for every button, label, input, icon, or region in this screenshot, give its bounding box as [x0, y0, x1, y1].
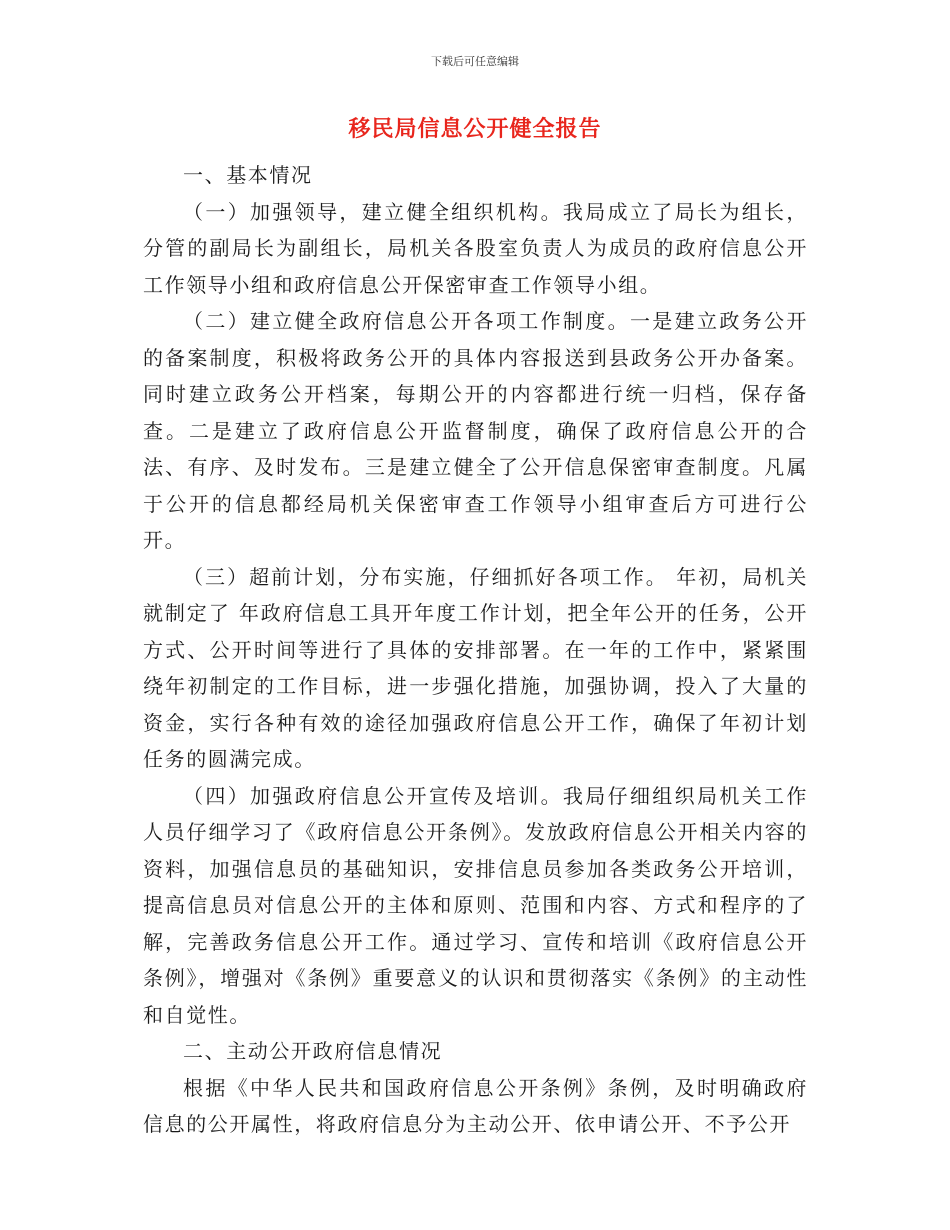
header-note: 下载后可任意编辑 [431, 55, 519, 68]
paragraph-systems: （二）建立健全政府信息公开各项工作制度。一是建立政务公开的备案制度，积极将政务公开的具体内容报送到县政务公开办备案。同时建立政务公开档案，每期公开的内容都进行统一归档，保存备查。二是建立了政府信息公开监督制度，确保了政府信息公开的合法、有序、及时发布。三是建立健全了公开信息保密审查制度。凡属于公开的信息都经局机关保密审查工作领导小组审查后方可进行公开。 [143, 309, 808, 552]
paragraph-training: （四）加强政府信息公开宣传及培训。我局仔细组织局机关工作人员仔细学习了《政府信息公开条例》。发放政府信息公开相关内容的资料，加强信息员的基础知识，安排信息员参加各类政务公开培训，提高信息员对信息公开的主体和原则、范围和内容、方式和程序的了解，完善政务信息公开工作。通过学习、宣传和培训《政府信息公开条例》，增强对《条例》重要意义的认识和贯彻落实《条例》的主动性和自觉性。 [143, 783, 808, 1027]
document-body [143, 157, 808, 1143]
paragraph-leadership: （一）加强领导，建立健全组织机构。我局成立了局长为组长，分管的副局长为副组长，局机关各股室负责人为成员的政府信息公开工作领导小组和政府信息公开保密审查工作领导小组。 [143, 199, 808, 297]
paragraph-regulation: 根据《中华人民共和国政府信息公开条例》条例，及时明确政府信息的公开属性，将政府信息分为主动公开、依申请公开、不予公开 [143, 1075, 808, 1136]
section-heading-basic-situation: 一、基本情况 [183, 163, 313, 187]
paragraph-planning: （三）超前计划，分布实施，仔细抓好各项工作。 年初，局机关就制定了 年政府信息工具开年度工作计划，把全年公开的任务，公开方式、公开时间等进行了具体的安排部署。在一年的工作中，紧紧围绕年初制定的工作目标，进一步强化措施，加强协调，投入了大量的资金，实行各种有效的途径加强政府信息公开工作，确保了年初计划任务的圆满完成。 [143, 564, 808, 771]
document-title: 移民局信息公开健全报告 [348, 117, 602, 142]
section-heading-active-disclosure: 二、主动公开政府信息情况 [183, 1039, 443, 1063]
